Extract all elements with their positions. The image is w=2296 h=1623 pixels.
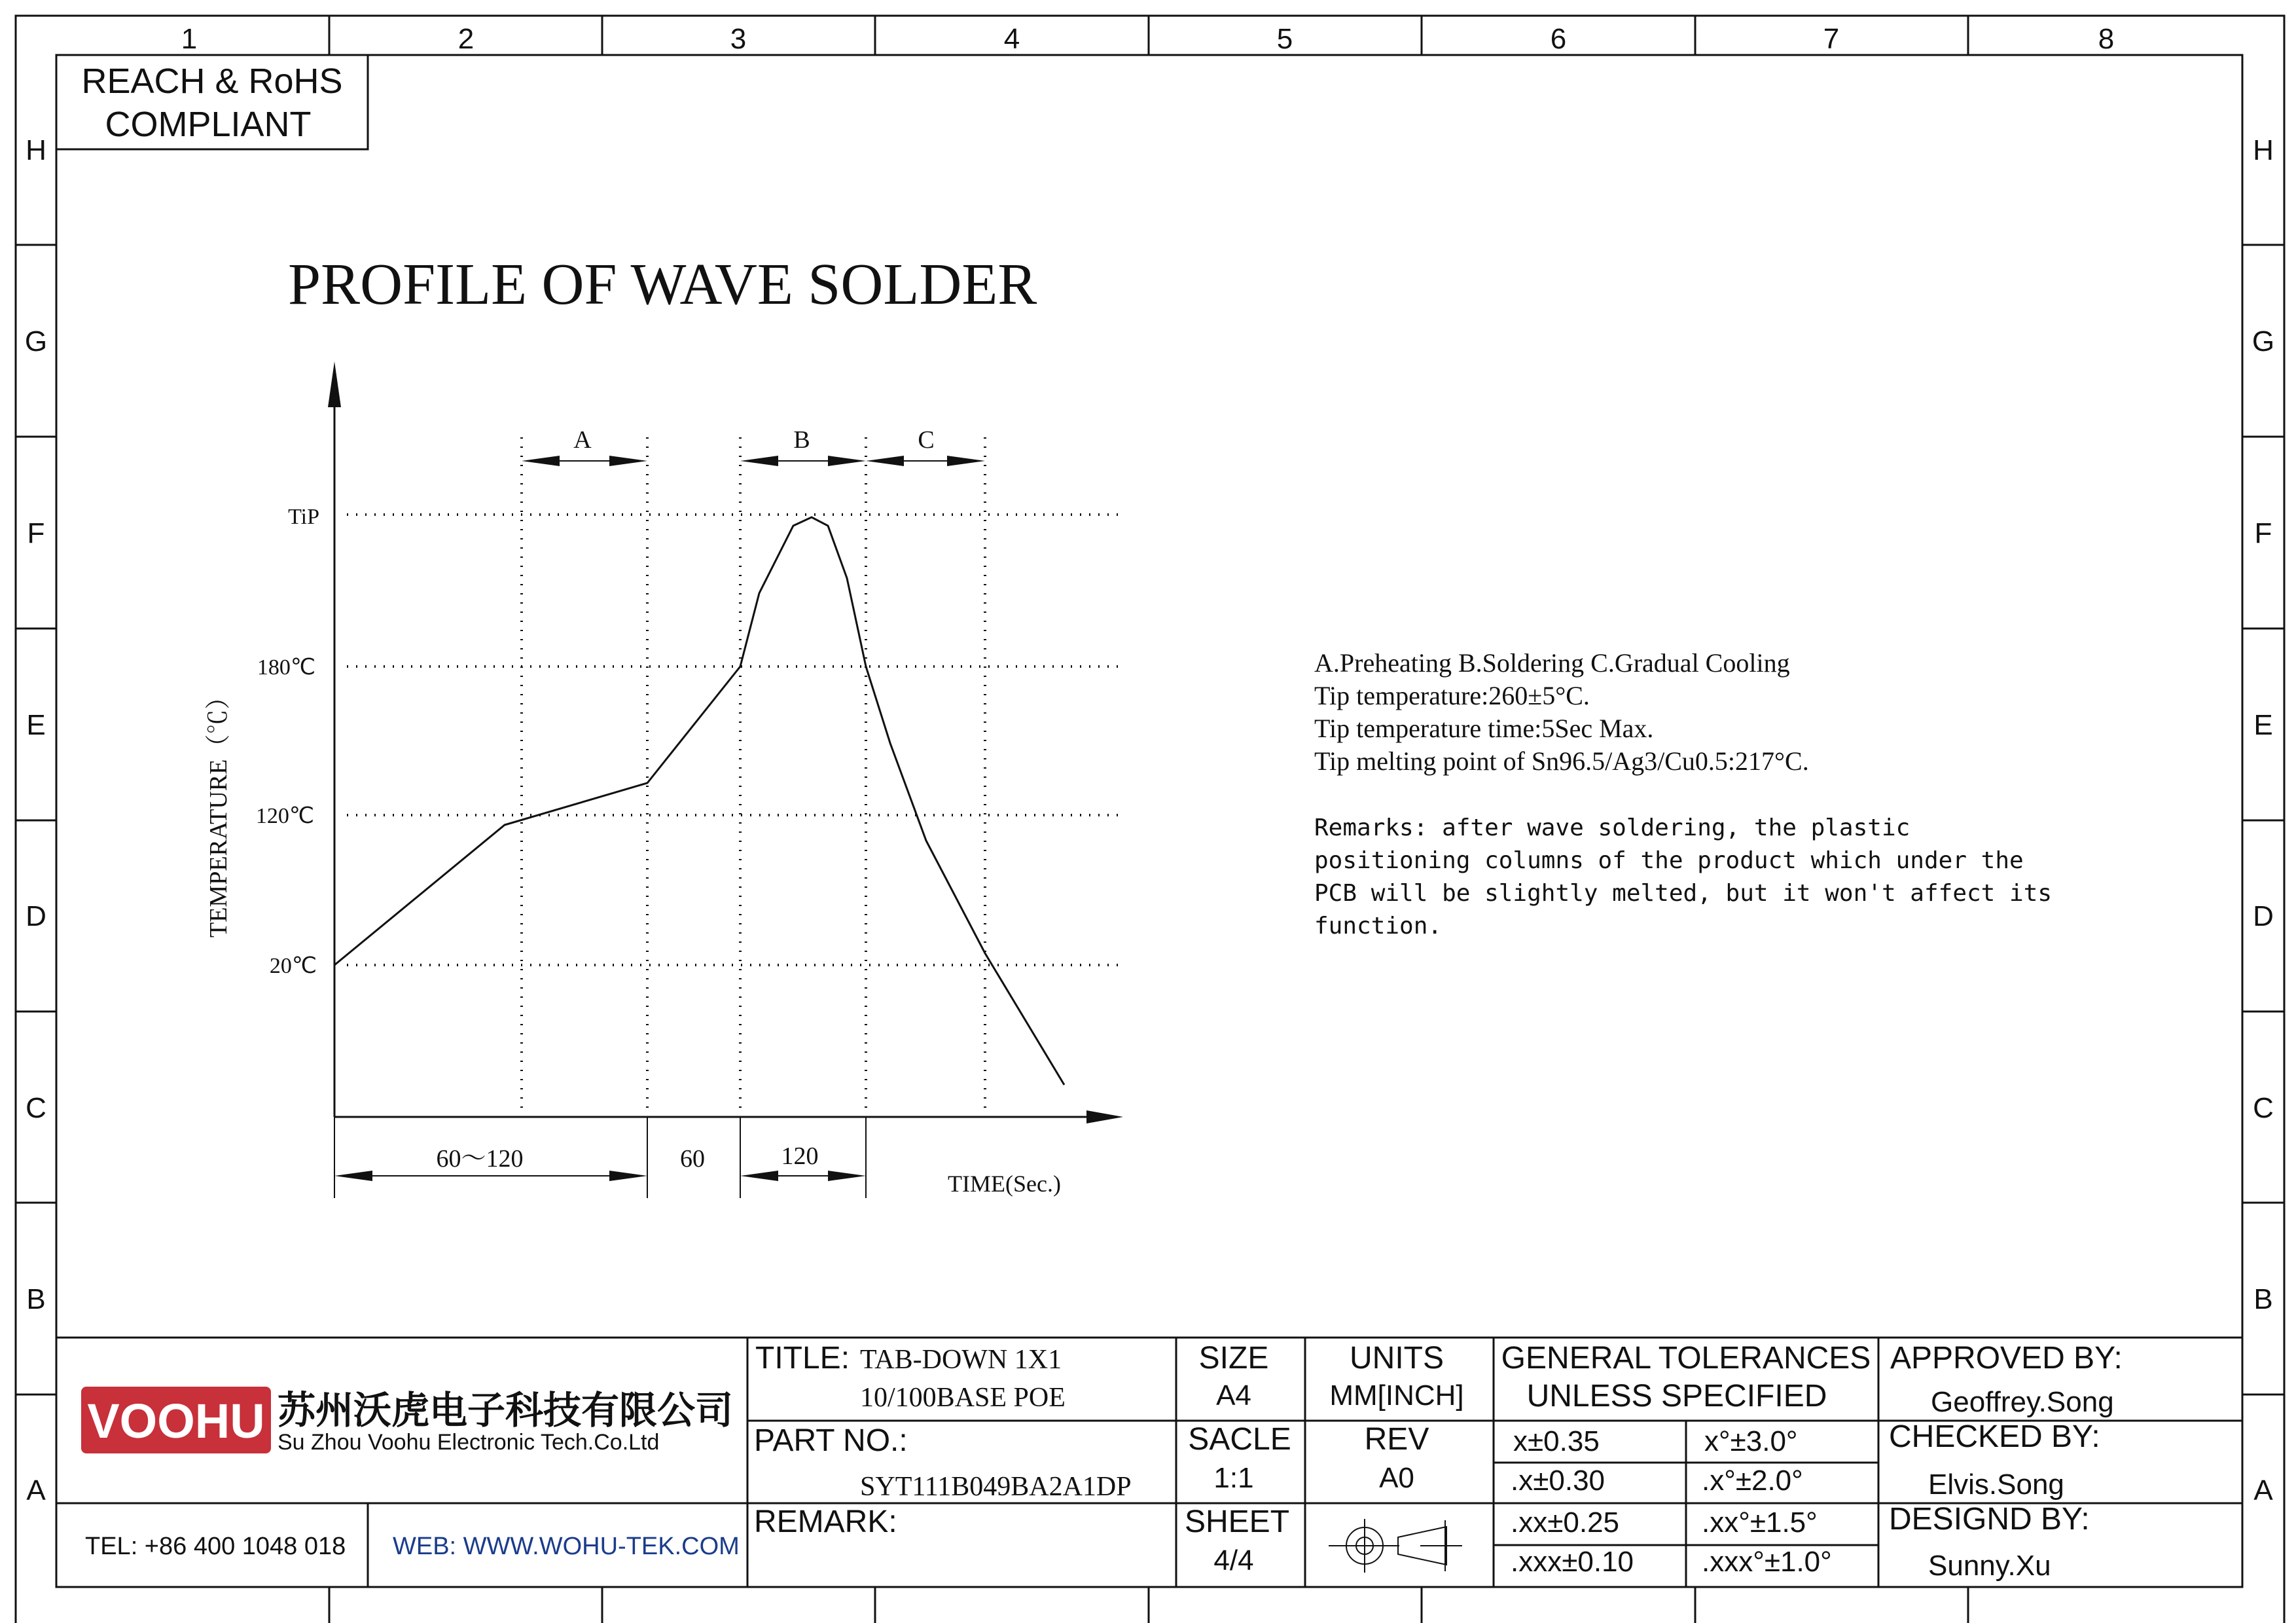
x-axis-arrow: [1086, 1110, 1123, 1123]
compliance-box: [56, 55, 368, 149]
compliance-line-1: REACH & RoHS: [81, 62, 343, 101]
scale-value: 1:1: [1213, 1462, 1254, 1494]
sheet-label: SHEET: [1184, 1504, 1290, 1539]
time-dimensions: [334, 1117, 866, 1198]
scale-label: SACLE: [1188, 1422, 1291, 1457]
spec-line: A.Preheating B.Soldering C.Gradual Cooling: [1314, 648, 1790, 678]
zone-c-label: C: [918, 426, 935, 454]
tolerance-angular: .xxx°±1.0°: [1702, 1546, 1832, 1578]
tolerance-angular: .x°±2.0°: [1702, 1465, 1803, 1497]
tolerance-linear: .xx±0.25: [1511, 1506, 1620, 1539]
checked-by-name: Elvis.Song: [1928, 1468, 2064, 1501]
col-label: 6: [1550, 23, 1567, 55]
spec-notes: [1314, 648, 1809, 776]
spec-line: Tip temperature time:5Sec Max.: [1314, 714, 1654, 743]
units-value: MM[INCH]: [1329, 1379, 1464, 1412]
size-value: A4: [1216, 1379, 1251, 1412]
company-logo: [81, 1387, 733, 1455]
remark-line: positioning columns of the product which under the: [1314, 847, 2024, 874]
remark-notes: [1314, 814, 2052, 939]
row-labels: [25, 134, 2274, 1506]
row-label: B: [2253, 1283, 2273, 1315]
compliance-line-2: COMPLIANT: [105, 105, 312, 144]
row-label: A: [26, 1474, 46, 1506]
tolerance-linear: x±0.35: [1513, 1425, 1600, 1457]
company-name-en: Su Zhou Voohu Electronic Tech.Co.Ltd: [278, 1430, 660, 1455]
zone-a-dimension: [522, 426, 647, 466]
temperature-profile-line: [334, 517, 1064, 1085]
x-axis-label: TIME(Sec.): [948, 1171, 1061, 1197]
remark-line: function.: [1314, 913, 1443, 939]
rev-value: A0: [1379, 1462, 1414, 1494]
time-interval-label: 120: [781, 1142, 819, 1170]
row-label: H: [26, 134, 46, 166]
row-label: G: [24, 325, 48, 357]
col-label: 1: [181, 23, 198, 55]
designed-by-label: DESIGND BY:: [1889, 1502, 2090, 1537]
time-interval-label: 60: [680, 1145, 705, 1173]
row-label: G: [2251, 325, 2275, 357]
designed-by-name: Sunny.Xu: [1928, 1550, 2051, 1582]
size-label: SIZE: [1198, 1341, 1269, 1376]
projection-symbol-icon: [1329, 1519, 1462, 1573]
remark-line: Remarks: after wave soldering, the plastic: [1314, 814, 1910, 841]
y-axis-arrow: [328, 361, 341, 407]
col-label: 3: [730, 23, 747, 55]
title-line-1: TAB-DOWN 1X1: [860, 1345, 1062, 1375]
col-label: 4: [1003, 23, 1020, 55]
spec-line: Tip temperature:260±5°C.: [1314, 681, 1590, 710]
checked-by-label: CHECKED BY:: [1889, 1419, 2100, 1454]
company-name-cn: 苏州沃虎电子科技有限公司: [278, 1389, 734, 1432]
row-label: F: [2254, 517, 2272, 549]
rev-label: REV: [1364, 1422, 1429, 1457]
row-label: H: [2253, 134, 2274, 166]
y-axis-label: TEMPERATURE（℃）: [205, 684, 232, 938]
logo-text: VOOHU: [87, 1394, 265, 1448]
col-label: 2: [457, 23, 475, 55]
col-label: 8: [2098, 23, 2115, 55]
units-label: UNITS: [1350, 1341, 1444, 1376]
zone-a-label: A: [573, 426, 592, 454]
row-label: A: [2253, 1474, 2273, 1506]
col-label: 5: [1276, 23, 1293, 55]
tolerance-angular: x°±3.0°: [1704, 1425, 1798, 1457]
approved-by-label: APPROVED BY:: [1890, 1341, 2123, 1376]
tolerance-title-1: GENERAL TOLERANCES: [1501, 1341, 1871, 1376]
row-label: F: [27, 517, 45, 549]
title-label: TITLE:: [755, 1341, 850, 1376]
row-label: E: [26, 709, 46, 741]
tolerance-title-2: UNLESS SPECIFIED: [1526, 1379, 1827, 1413]
tolerance-angular: .xx°±1.5°: [1702, 1506, 1818, 1539]
zone-c-dimension: [866, 426, 985, 466]
time-interval-label: 60～120: [436, 1145, 524, 1173]
row-label: D: [26, 900, 46, 932]
tolerance-linear: .xxx±0.10: [1511, 1546, 1634, 1578]
zone-b-dimension: [740, 426, 866, 466]
title-line-2: 10/100BASE POE: [860, 1383, 1066, 1413]
sheet-value: 4/4: [1213, 1544, 1254, 1577]
row-label: C: [2253, 1092, 2274, 1124]
y-tick-label: 20℃: [269, 954, 317, 978]
row-label: D: [2253, 900, 2274, 932]
row-label: C: [26, 1092, 46, 1124]
spec-line: Tip melting point of Sn96.5/Ag3/Cu0.5:217°C.: [1314, 746, 1809, 776]
col-label: 7: [1823, 23, 1840, 55]
part-no-label: PART NO.:: [754, 1423, 908, 1458]
page-title: PROFILE OF WAVE SOLDER: [288, 252, 1037, 317]
zone-b-label: B: [793, 426, 810, 454]
remark-label: REMARK:: [754, 1504, 897, 1539]
company-tel: TEL: +86 400 1048 018: [85, 1533, 346, 1560]
row-label: B: [26, 1283, 46, 1315]
y-tick-label: 180℃: [257, 655, 315, 680]
part-number: SYT111B049BA2A1DP: [860, 1472, 1132, 1502]
tolerance-linear: .x±0.30: [1511, 1465, 1605, 1497]
row-label: E: [2253, 709, 2273, 741]
y-tick-label: 120℃: [255, 804, 314, 828]
remark-line: PCB will be slightly melted, but it won't affect its: [1314, 880, 2053, 907]
solder-profile-chart: [205, 361, 1123, 1198]
y-tick-label: TiP: [288, 505, 319, 529]
company-web[interactable]: WEB: WWW.WOHU-TEK.COM: [393, 1533, 740, 1560]
approved-by-name: Geoffrey.Song: [1931, 1386, 2114, 1418]
